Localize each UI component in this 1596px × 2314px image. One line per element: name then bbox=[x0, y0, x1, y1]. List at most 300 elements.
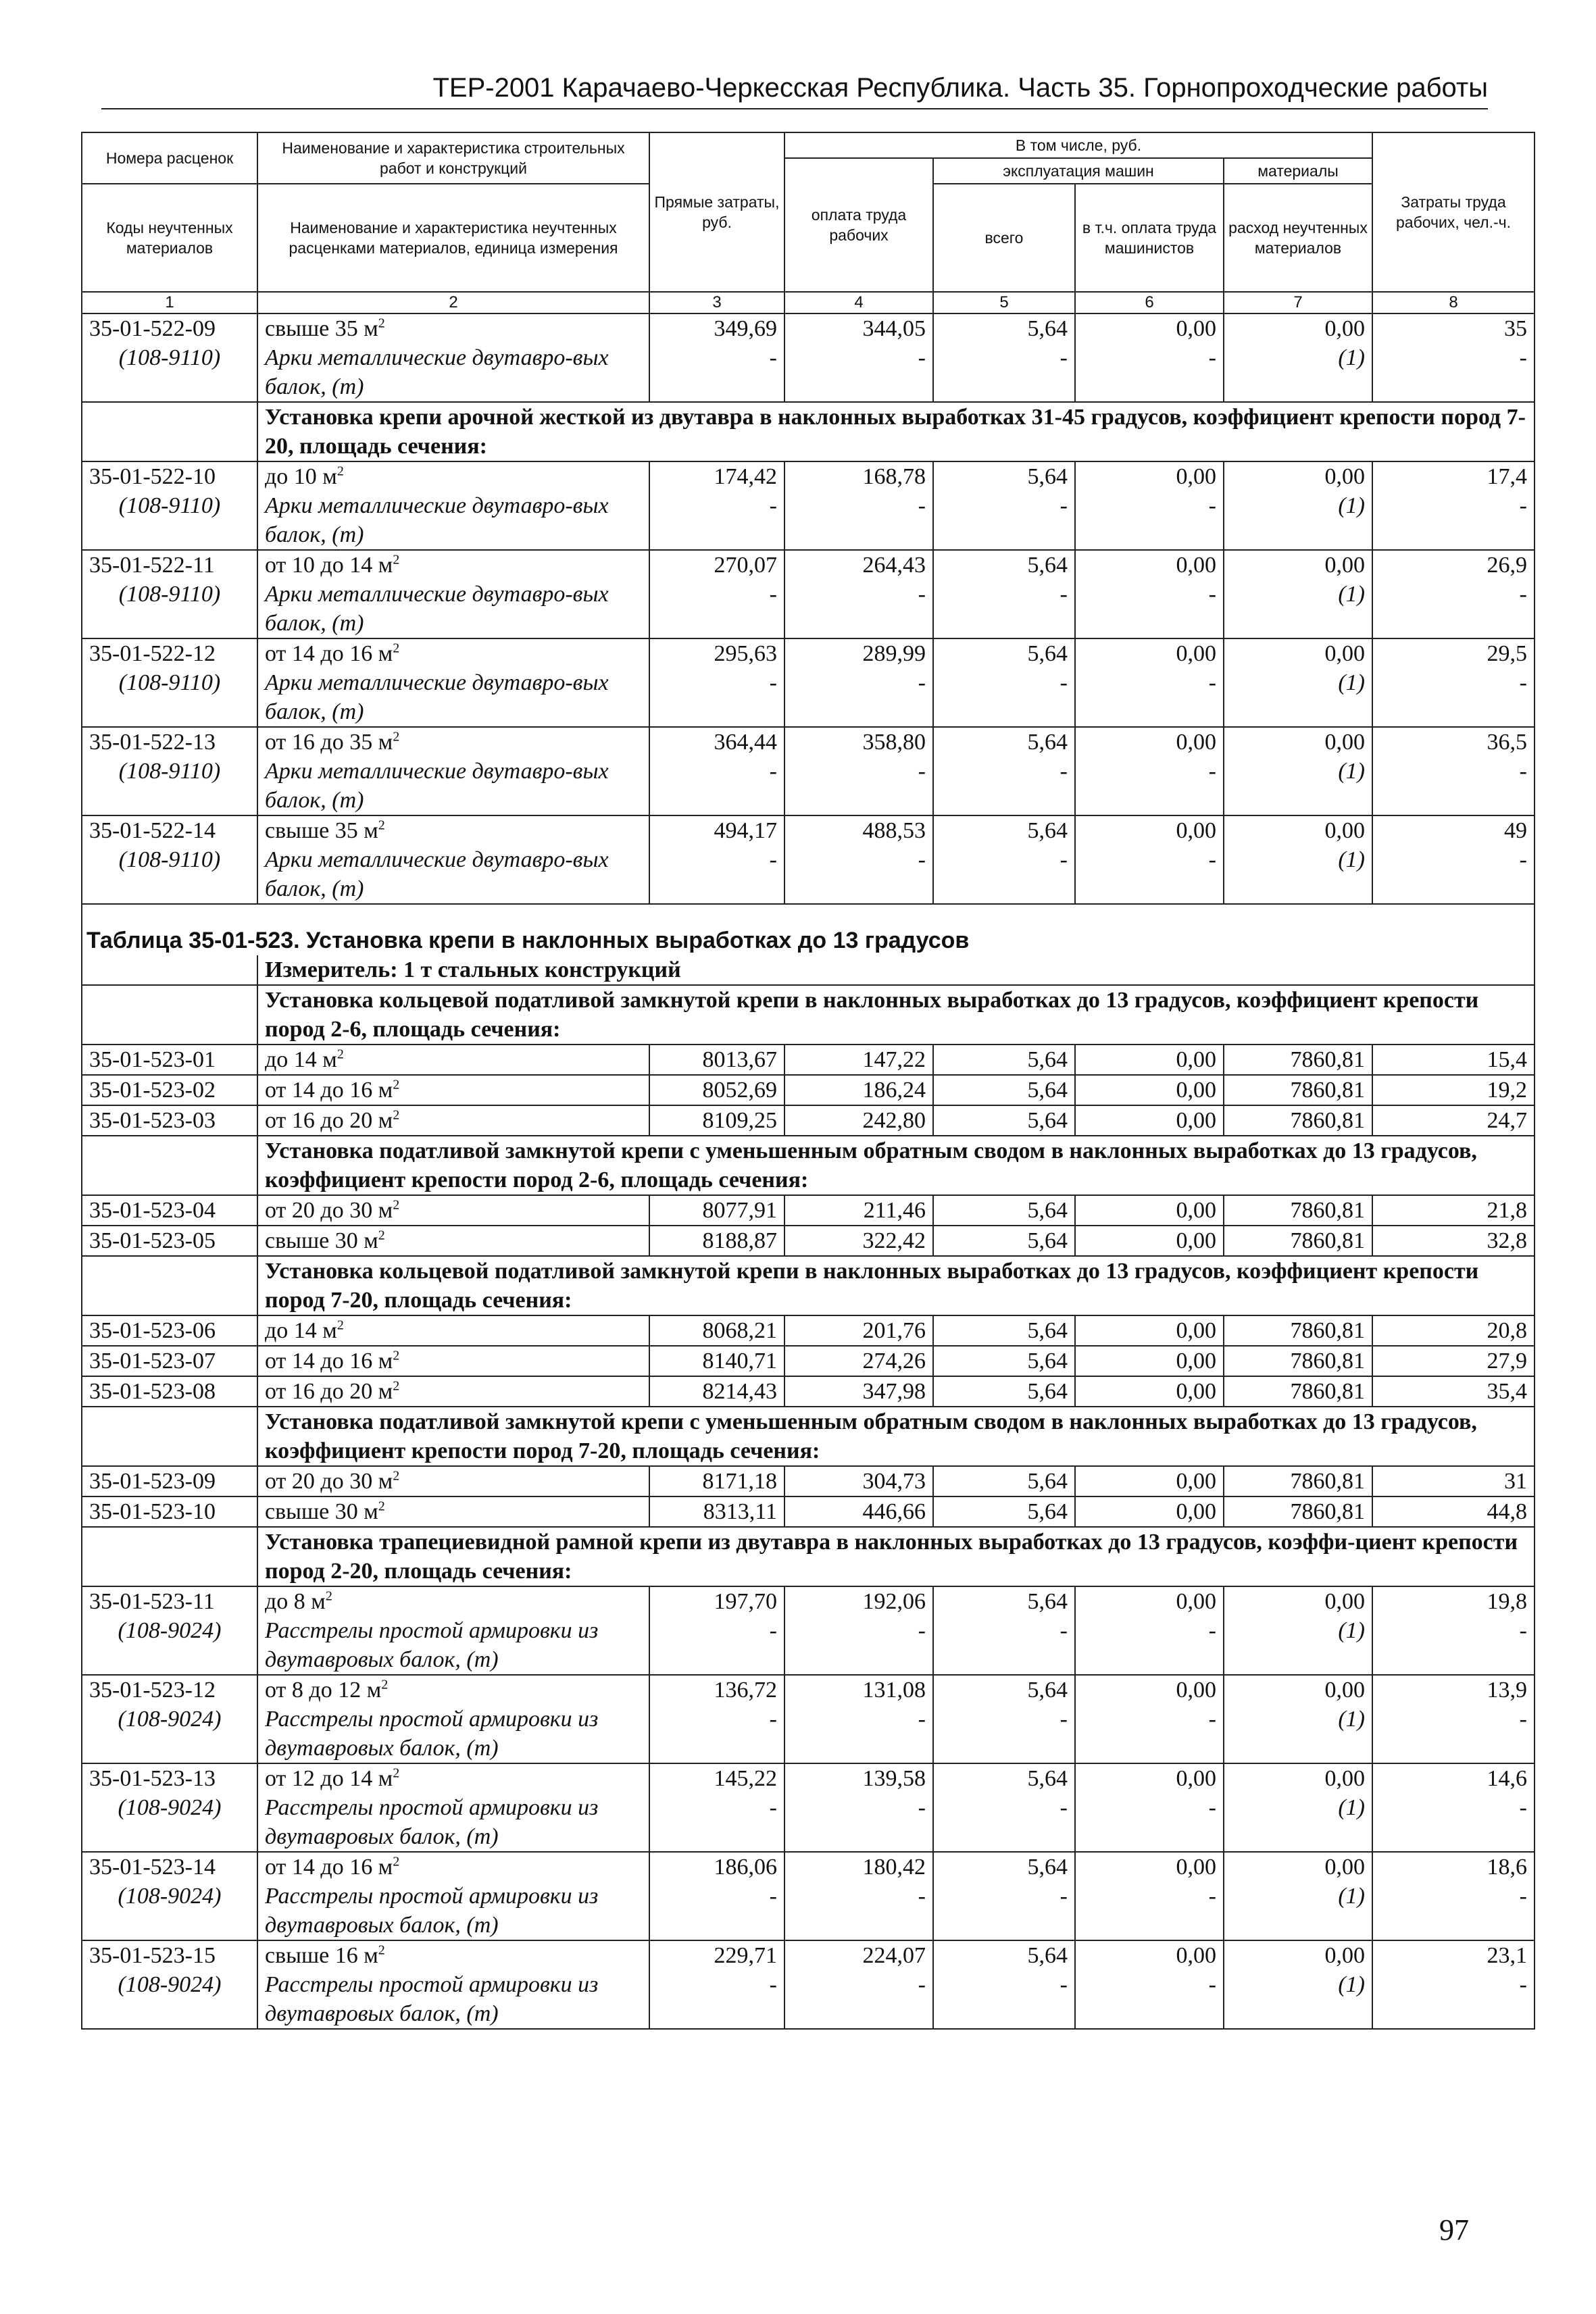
rate-name bbox=[257, 638, 649, 668]
machinist-pay: 0,00 bbox=[1075, 550, 1224, 580]
col-number: 7 bbox=[1224, 292, 1372, 313]
rate-code: 35-01-523-10 bbox=[82, 1496, 257, 1527]
material-value: - bbox=[1372, 1793, 1535, 1852]
material-code: (108-9024) bbox=[82, 1616, 257, 1675]
table-row bbox=[82, 727, 1535, 757]
rate-name-text: от 10 до 14 м bbox=[265, 553, 393, 578]
material-cost: 0,00 bbox=[1224, 815, 1372, 845]
machine-total: 5,64 bbox=[933, 1346, 1075, 1376]
labor-hours: 24,7 bbox=[1372, 1105, 1535, 1136]
unit-exponent: 2 bbox=[393, 1468, 400, 1484]
rate-name bbox=[257, 313, 649, 343]
section-spacer bbox=[82, 1407, 257, 1466]
table-row bbox=[82, 815, 1535, 845]
material-value: (1) bbox=[1224, 1970, 1372, 2029]
rate-code: 35-01-523-14 bbox=[82, 1852, 257, 1882]
page-header: ТЕР-2001 Карачаево-Черкесская Республика. Часть 35. Горнопроходческие работы bbox=[101, 68, 1488, 109]
machinist-pay: 0,00 bbox=[1075, 1045, 1224, 1075]
material-value: - bbox=[649, 845, 784, 904]
material-value: - bbox=[1075, 1882, 1224, 1940]
machine-total: 5,64 bbox=[933, 1763, 1075, 1793]
material-row bbox=[82, 757, 1535, 815]
direct-cost: 8077,91 bbox=[649, 1195, 784, 1226]
rate-code: 35-01-522-09 bbox=[82, 313, 257, 343]
table-row bbox=[82, 1586, 1535, 1616]
material-value: - bbox=[933, 1970, 1075, 2029]
material-row bbox=[82, 845, 1535, 904]
rate-code: 35-01-523-03 bbox=[82, 1105, 257, 1136]
labor-pay: 347,98 bbox=[784, 1376, 933, 1407]
machine-total: 5,64 bbox=[933, 1675, 1075, 1705]
rate-name-text: свыше 35 м bbox=[265, 316, 378, 341]
labor-pay: 139,58 bbox=[784, 1763, 933, 1793]
unit-exponent: 2 bbox=[381, 1677, 389, 1692]
labor-hours: 35,4 bbox=[1372, 1376, 1535, 1407]
rate-name bbox=[257, 815, 649, 845]
rate-name-text: до 14 м bbox=[265, 1318, 337, 1343]
section-spacer bbox=[82, 1527, 257, 1586]
material-value: - bbox=[784, 845, 933, 904]
machine-total: 5,64 bbox=[933, 1315, 1075, 1346]
table-row bbox=[82, 1763, 1535, 1793]
direct-cost: 8109,25 bbox=[649, 1105, 784, 1136]
material-value: - bbox=[1372, 668, 1535, 727]
material-value: - bbox=[784, 1882, 933, 1940]
measure-unit: Измеритель: 1 т стальных конструкций bbox=[257, 955, 1535, 985]
machinist-pay: 0,00 bbox=[1075, 1466, 1224, 1496]
machinist-pay: 0,00 bbox=[1075, 727, 1224, 757]
rate-name bbox=[257, 1940, 649, 1970]
material-value: - bbox=[649, 1882, 784, 1940]
rates-table bbox=[81, 132, 1535, 2030]
material-cost: 0,00 bbox=[1224, 727, 1372, 757]
material-value: - bbox=[1075, 1616, 1224, 1675]
labor-hours: 32,8 bbox=[1372, 1226, 1535, 1256]
material-value: - bbox=[933, 343, 1075, 402]
labor-hours: 19,2 bbox=[1372, 1075, 1535, 1105]
table-row bbox=[82, 1045, 1535, 1075]
col-number: 1 bbox=[82, 292, 257, 313]
col-labor: Затраты труда рабочих, чел.-ч. bbox=[1372, 132, 1535, 292]
unit-exponent: 2 bbox=[393, 1378, 400, 1394]
labor-hours: 36,5 bbox=[1372, 727, 1535, 757]
rate-name-text: от 14 до 16 м bbox=[265, 1078, 393, 1103]
material-value: - bbox=[1372, 1705, 1535, 1763]
material-cost: 0,00 bbox=[1224, 1586, 1372, 1616]
material-value: - bbox=[933, 1616, 1075, 1675]
material-value: - bbox=[1372, 1616, 1535, 1675]
section-title: Установка кольцевой податливой замкнутой крепи в наклонных выработках до 13 градусов, коэффициент крепости пород 7-20, площадь сечения: bbox=[257, 1256, 1535, 1315]
table-row bbox=[82, 1852, 1535, 1882]
material-row bbox=[82, 1793, 1535, 1852]
machine-total: 5,64 bbox=[933, 1852, 1075, 1882]
material-name: Арки металлические двутавро-вых балок, (т) bbox=[257, 845, 649, 904]
labor-hours: 13,9 bbox=[1372, 1675, 1535, 1705]
material-value: - bbox=[1372, 757, 1535, 815]
material-row bbox=[82, 1882, 1535, 1940]
rate-code: 35-01-523-11 bbox=[82, 1586, 257, 1616]
rate-code: 35-01-522-12 bbox=[82, 638, 257, 668]
material-value: - bbox=[1075, 343, 1224, 402]
table-row bbox=[82, 1376, 1535, 1407]
col-exploitation: эксплуатация машин bbox=[933, 158, 1224, 184]
material-cost: 7860,81 bbox=[1224, 1045, 1372, 1075]
machinist-pay: 0,00 bbox=[1075, 1852, 1224, 1882]
table-row bbox=[82, 1226, 1535, 1256]
material-cost: 0,00 bbox=[1224, 313, 1372, 343]
col-number: 6 bbox=[1075, 292, 1224, 313]
unit-exponent: 2 bbox=[325, 1588, 332, 1604]
material-cost: 7860,81 bbox=[1224, 1466, 1372, 1496]
material-name: Арки металлические двутавро-вых балок, (т) bbox=[257, 491, 649, 550]
machinist-pay: 0,00 bbox=[1075, 1075, 1224, 1105]
machinist-pay: 0,00 bbox=[1075, 1496, 1224, 1527]
direct-cost: 145,22 bbox=[649, 1763, 784, 1793]
col-name-top: Наименование и характеристика строительных работ и конструкций bbox=[257, 132, 649, 184]
material-value: (1) bbox=[1224, 757, 1372, 815]
material-row bbox=[82, 1616, 1535, 1675]
labor-pay: 131,08 bbox=[784, 1675, 933, 1705]
direct-cost: 197,70 bbox=[649, 1586, 784, 1616]
material-value: - bbox=[1372, 845, 1535, 904]
material-value: - bbox=[933, 1793, 1075, 1852]
labor-pay: 168,78 bbox=[784, 461, 933, 491]
labor-pay: 488,53 bbox=[784, 815, 933, 845]
rate-name-text: свыше 30 м bbox=[265, 1228, 378, 1253]
material-row bbox=[82, 1970, 1535, 2029]
machine-total: 5,64 bbox=[933, 815, 1075, 845]
rate-code: 35-01-523-05 bbox=[82, 1226, 257, 1256]
labor-hours: 26,9 bbox=[1372, 550, 1535, 580]
machinist-pay: 0,00 bbox=[1075, 1586, 1224, 1616]
rate-name-text: свыше 30 м bbox=[265, 1499, 378, 1524]
rate-code: 35-01-523-06 bbox=[82, 1315, 257, 1346]
material-value: - bbox=[649, 1970, 784, 2029]
material-value: - bbox=[649, 1793, 784, 1852]
direct-cost: 8140,71 bbox=[649, 1346, 784, 1376]
unit-exponent: 2 bbox=[336, 1317, 344, 1333]
material-value: - bbox=[649, 491, 784, 550]
col-code-top: Номера расценок bbox=[82, 132, 257, 184]
material-row bbox=[82, 343, 1535, 402]
material-value: - bbox=[1075, 1970, 1224, 2029]
material-code: (108-9024) bbox=[82, 1970, 257, 2029]
material-cost: 0,00 bbox=[1224, 1852, 1372, 1882]
labor-hours: 14,6 bbox=[1372, 1763, 1535, 1793]
material-value: - bbox=[1372, 343, 1535, 402]
unit-exponent: 2 bbox=[336, 1047, 344, 1062]
labor-pay: 211,46 bbox=[784, 1195, 933, 1226]
table-row bbox=[82, 550, 1535, 580]
direct-cost: 186,06 bbox=[649, 1852, 784, 1882]
material-value: - bbox=[649, 343, 784, 402]
material-name: Арки металлические двутавро-вых балок, (т) bbox=[257, 668, 649, 727]
material-name: Расстрелы простой армировки из двутавровых балок, (т) bbox=[257, 1705, 649, 1763]
material-cost: 7860,81 bbox=[1224, 1346, 1372, 1376]
col-number: 8 bbox=[1372, 292, 1535, 313]
rate-name bbox=[257, 1675, 649, 1705]
rate-name bbox=[257, 1852, 649, 1882]
direct-cost: 8188,87 bbox=[649, 1226, 784, 1256]
section-spacer bbox=[82, 1136, 257, 1195]
machine-total: 5,64 bbox=[933, 313, 1075, 343]
labor-hours: 31 bbox=[1372, 1466, 1535, 1496]
material-value: (1) bbox=[1224, 1793, 1372, 1852]
material-value: - bbox=[649, 668, 784, 727]
rate-code: 35-01-523-01 bbox=[82, 1045, 257, 1075]
material-cost: 0,00 bbox=[1224, 1940, 1372, 1970]
table-row bbox=[82, 313, 1535, 343]
rate-name-text: свыше 16 м bbox=[265, 1943, 378, 1968]
material-name: Арки металлические двутавро-вых балок, (т) bbox=[257, 757, 649, 815]
labor-hours: 35 bbox=[1372, 313, 1535, 343]
table-row bbox=[82, 1315, 1535, 1346]
material-value: - bbox=[649, 1705, 784, 1763]
direct-cost: 8171,18 bbox=[649, 1466, 784, 1496]
rate-code: 35-01-522-13 bbox=[82, 727, 257, 757]
rate-name-text: от 12 до 14 м bbox=[265, 1766, 393, 1791]
col-direct: Прямые затраты, руб. bbox=[649, 132, 784, 292]
col-unaccounted: расход неучтенных материалов bbox=[1224, 184, 1372, 292]
rate-name bbox=[257, 1075, 649, 1105]
labor-pay: 344,05 bbox=[784, 313, 933, 343]
material-value: - bbox=[1372, 1970, 1535, 2029]
material-cost: 7860,81 bbox=[1224, 1195, 1372, 1226]
direct-cost: 8068,21 bbox=[649, 1315, 784, 1346]
col-number: 4 bbox=[784, 292, 933, 313]
unit-exponent: 2 bbox=[336, 463, 344, 479]
unit-exponent: 2 bbox=[393, 1107, 400, 1123]
machine-total: 5,64 bbox=[933, 1496, 1075, 1527]
section-row bbox=[82, 402, 1535, 461]
unit-exponent: 2 bbox=[378, 316, 385, 331]
unit-exponent: 2 bbox=[393, 1077, 400, 1092]
labor-pay: 180,42 bbox=[784, 1852, 933, 1882]
labor-pay: 224,07 bbox=[784, 1940, 933, 1970]
material-value: (1) bbox=[1224, 1705, 1372, 1763]
rate-code: 35-01-523-08 bbox=[82, 1376, 257, 1407]
rate-name bbox=[257, 1586, 649, 1616]
column-numbers bbox=[82, 292, 1535, 313]
rate-name bbox=[257, 1496, 649, 1527]
rate-name bbox=[257, 1045, 649, 1075]
material-value: - bbox=[784, 1616, 933, 1675]
material-value: - bbox=[933, 580, 1075, 638]
unit-exponent: 2 bbox=[393, 1854, 400, 1869]
material-value: (1) bbox=[1224, 343, 1372, 402]
direct-cost: 8052,69 bbox=[649, 1075, 784, 1105]
direct-cost: 229,71 bbox=[649, 1940, 784, 1970]
material-value: - bbox=[784, 1793, 933, 1852]
rate-name bbox=[257, 1195, 649, 1226]
page-number: 97 bbox=[1439, 2213, 1469, 2246]
rate-name bbox=[257, 1376, 649, 1407]
material-code: (108-9110) bbox=[82, 491, 257, 550]
material-value: - bbox=[1372, 1882, 1535, 1940]
table-row bbox=[82, 1496, 1535, 1527]
material-value: - bbox=[784, 668, 933, 727]
material-value: - bbox=[933, 668, 1075, 727]
rate-code: 35-01-522-10 bbox=[82, 461, 257, 491]
material-value: (1) bbox=[1224, 845, 1372, 904]
unit-exponent: 2 bbox=[378, 818, 385, 833]
machinist-pay: 0,00 bbox=[1075, 461, 1224, 491]
table-row bbox=[82, 1675, 1535, 1705]
rate-name bbox=[257, 461, 649, 491]
rate-code: 35-01-522-11 bbox=[82, 550, 257, 580]
material-row bbox=[82, 668, 1535, 727]
table-title-row bbox=[82, 904, 1535, 955]
material-value: - bbox=[1075, 1793, 1224, 1852]
col-labor-pay: оплата труда рабочих bbox=[784, 158, 933, 292]
machine-total: 5,64 bbox=[933, 1045, 1075, 1075]
material-value: - bbox=[1372, 580, 1535, 638]
col-code-bottom: Коды неучтенных материалов bbox=[82, 184, 257, 292]
col-number: 3 bbox=[649, 292, 784, 313]
section-row bbox=[82, 1407, 1535, 1466]
rate-name bbox=[257, 550, 649, 580]
rate-name-text: от 8 до 12 м bbox=[265, 1678, 382, 1703]
direct-cost: 270,07 bbox=[649, 550, 784, 580]
material-value: - bbox=[933, 845, 1075, 904]
table-row bbox=[82, 1940, 1535, 1970]
section-row bbox=[82, 1527, 1535, 1586]
direct-cost: 136,72 bbox=[649, 1675, 784, 1705]
machine-total: 5,64 bbox=[933, 550, 1075, 580]
rate-name bbox=[257, 1346, 649, 1376]
labor-pay: 274,26 bbox=[784, 1346, 933, 1376]
material-code: (108-9024) bbox=[82, 1882, 257, 1940]
labor-pay: 304,73 bbox=[784, 1466, 933, 1496]
material-cost: 0,00 bbox=[1224, 550, 1372, 580]
material-value: (1) bbox=[1224, 491, 1372, 550]
machinist-pay: 0,00 bbox=[1075, 1675, 1224, 1705]
material-name: Расстрелы простой армировки из двутавровых балок, (т) bbox=[257, 1793, 649, 1852]
section-title: Установка трапециевидной рамной крепи из двутавра в наклонных выработках до 13 градусов, коэффи-циент крепости пород 2-20, площадь сечения: bbox=[257, 1527, 1535, 1586]
table-row bbox=[82, 1105, 1535, 1136]
section-title: Установка податливой замкнутой крепи с уменьшенным обратным сводом в наклонных выработках до 13 градусов, коэффициент крепости пород 7-20, площадь сечения: bbox=[257, 1407, 1535, 1466]
material-cost: 7860,81 bbox=[1224, 1105, 1372, 1136]
measure-row bbox=[82, 955, 1535, 985]
unit-exponent: 2 bbox=[393, 729, 400, 745]
unit-exponent: 2 bbox=[393, 640, 400, 656]
labor-hours: 44,8 bbox=[1372, 1496, 1535, 1527]
labor-pay: 322,42 bbox=[784, 1226, 933, 1256]
section-title: Установка податливой замкнутой крепи с уменьшенным обратным сводом в наклонных выработках до 13 градусов, коэффициент крепости пород 2-6, площадь сечения: bbox=[257, 1136, 1535, 1195]
machinist-pay: 0,00 bbox=[1075, 1376, 1224, 1407]
unit-exponent: 2 bbox=[393, 1765, 400, 1781]
table-row bbox=[82, 638, 1535, 668]
material-value: - bbox=[784, 1705, 933, 1763]
machine-total: 5,64 bbox=[933, 461, 1075, 491]
material-name: Арки металлические двутавро-вых балок, (т) bbox=[257, 343, 649, 402]
labor-hours: 20,8 bbox=[1372, 1315, 1535, 1346]
unit-exponent: 2 bbox=[378, 1942, 385, 1958]
section-spacer bbox=[82, 1256, 257, 1315]
rate-name bbox=[257, 727, 649, 757]
rate-code: 35-01-523-09 bbox=[82, 1466, 257, 1496]
section-row bbox=[82, 1136, 1535, 1195]
labor-hours: 23,1 bbox=[1372, 1940, 1535, 1970]
material-value: - bbox=[933, 1705, 1075, 1763]
labor-pay: 201,76 bbox=[784, 1315, 933, 1346]
material-value: - bbox=[784, 343, 933, 402]
material-value: - bbox=[784, 1970, 933, 2029]
material-cost: 7860,81 bbox=[1224, 1315, 1372, 1346]
unit-exponent: 2 bbox=[393, 1348, 400, 1363]
material-value: - bbox=[649, 580, 784, 638]
unit-exponent: 2 bbox=[393, 1197, 400, 1213]
section-title: Установка кольцевой податливой замкнутой крепи в наклонных выработках до 13 градусов, коэффициент крепости пород 2-6, площадь сечения: bbox=[257, 985, 1535, 1045]
rate-name-text: от 20 до 30 м bbox=[265, 1469, 393, 1494]
material-code: (108-9110) bbox=[82, 668, 257, 727]
material-cost: 0,00 bbox=[1224, 1763, 1372, 1793]
material-value: (1) bbox=[1224, 1616, 1372, 1675]
measure-spacer bbox=[82, 955, 257, 985]
machine-total: 5,64 bbox=[933, 1466, 1075, 1496]
material-name: Арки металлические двутавро-вых балок, (т) bbox=[257, 580, 649, 638]
machine-total: 5,64 bbox=[933, 638, 1075, 668]
machinist-pay: 0,00 bbox=[1075, 313, 1224, 343]
rate-code: 35-01-523-15 bbox=[82, 1940, 257, 1970]
labor-pay: 358,80 bbox=[784, 727, 933, 757]
labor-pay: 242,80 bbox=[784, 1105, 933, 1136]
machinist-pay: 0,00 bbox=[1075, 1105, 1224, 1136]
col-name-bottom: Наименование и характеристика неучтенных расценками материалов, единица измерения bbox=[257, 184, 649, 292]
machinist-pay: 0,00 bbox=[1075, 1763, 1224, 1793]
section-row bbox=[82, 1256, 1535, 1315]
direct-cost: 364,44 bbox=[649, 727, 784, 757]
machinist-pay: 0,00 bbox=[1075, 1195, 1224, 1226]
material-code: (108-9110) bbox=[82, 757, 257, 815]
machine-total: 5,64 bbox=[933, 727, 1075, 757]
material-cost: 7860,81 bbox=[1224, 1496, 1372, 1527]
rate-name-text: до 14 м bbox=[265, 1047, 337, 1072]
labor-pay: 186,24 bbox=[784, 1075, 933, 1105]
machine-total: 5,64 bbox=[933, 1105, 1075, 1136]
material-value: - bbox=[933, 757, 1075, 815]
material-code: (108-9110) bbox=[82, 343, 257, 402]
labor-pay: 192,06 bbox=[784, 1586, 933, 1616]
rate-name-text: от 20 до 30 м bbox=[265, 1198, 393, 1223]
material-value: - bbox=[784, 580, 933, 638]
col-total: всего bbox=[933, 184, 1075, 292]
direct-cost: 494,17 bbox=[649, 815, 784, 845]
material-code: (108-9110) bbox=[82, 580, 257, 638]
material-value: (1) bbox=[1224, 668, 1372, 727]
table-row bbox=[82, 1466, 1535, 1496]
machinist-pay: 0,00 bbox=[1075, 1315, 1224, 1346]
labor-pay: 446,66 bbox=[784, 1496, 933, 1527]
rate-name-text: до 8 м bbox=[265, 1589, 326, 1614]
section-spacer bbox=[82, 402, 257, 461]
direct-cost: 295,63 bbox=[649, 638, 784, 668]
machine-total: 5,64 bbox=[933, 1586, 1075, 1616]
labor-hours: 29,5 bbox=[1372, 638, 1535, 668]
labor-pay: 264,43 bbox=[784, 550, 933, 580]
machine-total: 5,64 bbox=[933, 1075, 1075, 1105]
rate-code: 35-01-522-14 bbox=[82, 815, 257, 845]
machine-total: 5,64 bbox=[933, 1226, 1075, 1256]
col-machinist: в т.ч. оплата труда машинистов bbox=[1075, 184, 1224, 292]
labor-hours: 21,8 bbox=[1372, 1195, 1535, 1226]
material-name: Расстрелы простой армировки из двутавровых балок, (т) bbox=[257, 1970, 649, 2029]
unit-exponent: 2 bbox=[378, 1228, 385, 1243]
material-cost: 7860,81 bbox=[1224, 1075, 1372, 1105]
material-value: - bbox=[649, 1616, 784, 1675]
rate-name-text: от 16 до 20 м bbox=[265, 1379, 393, 1404]
rate-code: 35-01-523-07 bbox=[82, 1346, 257, 1376]
